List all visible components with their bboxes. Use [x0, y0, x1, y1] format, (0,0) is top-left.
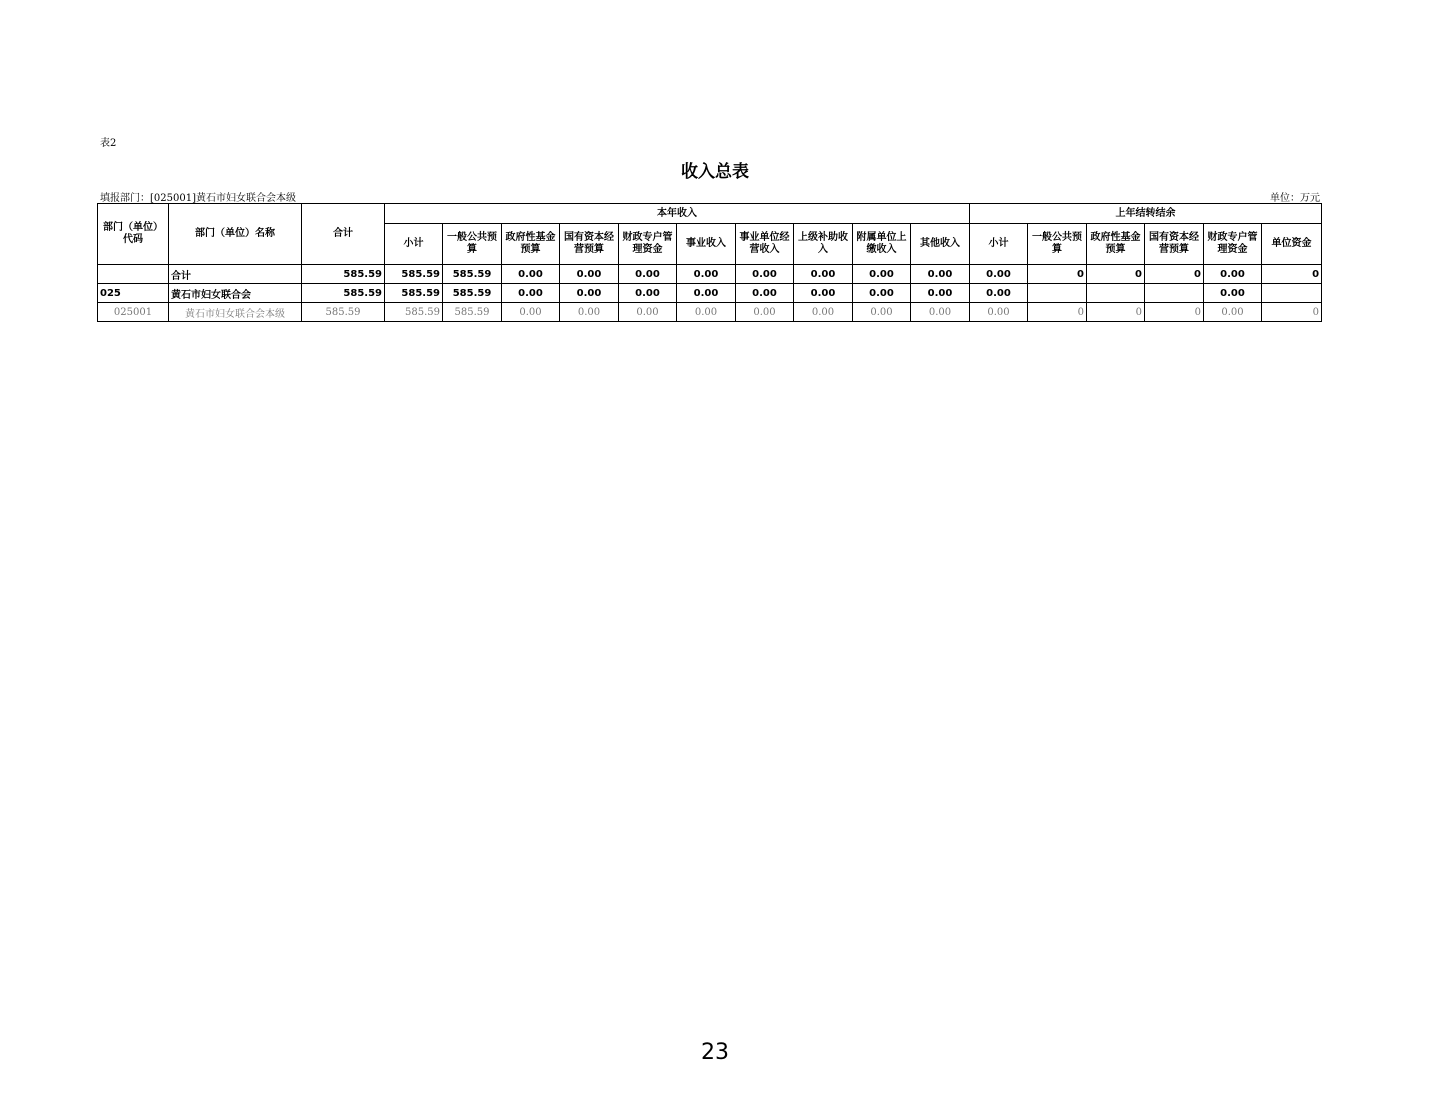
header-prior-gov-fund: 政府性基金预算: [1087, 224, 1145, 265]
header-code: 部门（单位）代码: [98, 204, 169, 265]
cell: 0.00: [502, 284, 560, 303]
cell: 0.00: [736, 303, 794, 322]
header-total: 合计: [302, 204, 385, 265]
cell: [1087, 284, 1145, 303]
header-current-special-account: 财政专户管理资金: [619, 224, 677, 265]
cell: 0.00: [619, 265, 677, 284]
row-total: 585.59: [302, 265, 385, 284]
cell: 0: [1087, 265, 1145, 284]
cell: 0: [1145, 303, 1204, 322]
row-total: 585.59: [302, 303, 385, 322]
cell: 0.00: [853, 284, 911, 303]
header-current-affiliate-remit: 附属单位上缴收入: [853, 224, 911, 265]
cell: 0: [1262, 265, 1322, 284]
cell: 0: [1262, 303, 1322, 322]
row-code: [98, 265, 169, 284]
cell: [1262, 284, 1322, 303]
cell: [1145, 284, 1204, 303]
cell: 0: [1028, 303, 1087, 322]
header-current-business-income: 事业收入: [677, 224, 736, 265]
header-current-superior-subsidy: 上级补助收入: [794, 224, 853, 265]
cell: 0.00: [1204, 265, 1262, 284]
cell: [1028, 284, 1087, 303]
cell: 585.59: [385, 265, 443, 284]
row-total: 585.59: [302, 284, 385, 303]
cell: 0.00: [970, 265, 1028, 284]
page-title: 收入总表: [681, 162, 749, 182]
header-current-subtotal: 小计: [385, 224, 443, 265]
cell: 0.00: [677, 303, 736, 322]
cell: 0.00: [560, 265, 619, 284]
cell: 0.00: [560, 284, 619, 303]
department-label: 填报部门：[025001]黄石市妇女联合会本级: [100, 193, 296, 204]
cell: 0.00: [794, 265, 853, 284]
cell: 0: [1087, 303, 1145, 322]
header-prior-general-budget: 一般公共预算: [1028, 224, 1087, 265]
row-name: 合计: [169, 265, 302, 284]
header-current-year-group: 本年收入: [385, 204, 970, 224]
row-name: 黄石市妇女联合会: [169, 284, 302, 303]
page-number: 23: [701, 1040, 729, 1065]
header-current-general-budget: 一般公共预算: [443, 224, 502, 265]
cell: 585.59: [443, 303, 502, 322]
cell: 585.59: [443, 265, 502, 284]
cell: 0.00: [911, 265, 970, 284]
header-prior-unit-funds: 单位资金: [1262, 224, 1322, 265]
table-number: 表2: [100, 138, 117, 149]
cell: 585.59: [385, 303, 443, 322]
cell: 0.00: [677, 284, 736, 303]
cell: 0.00: [619, 303, 677, 322]
cell: 0: [1028, 265, 1087, 284]
cell: 0.00: [794, 303, 853, 322]
table-row: [98, 303, 1322, 322]
header-prior-subtotal: 小计: [970, 224, 1028, 265]
cell: 0.00: [970, 303, 1028, 322]
header-name: 部门（单位）名称: [169, 204, 302, 265]
cell: 0.00: [560, 303, 619, 322]
header-current-business-operating: 事业单位经营收入: [736, 224, 794, 265]
unit-label: 单位：万元: [1270, 193, 1320, 204]
row-code: 025001: [98, 303, 169, 322]
cell: 0.00: [911, 284, 970, 303]
row-code: 025: [98, 284, 169, 303]
cell: 0.00: [502, 265, 560, 284]
income-summary-table: [97, 203, 1322, 322]
header-current-gov-fund: 政府性基金预算: [502, 224, 560, 265]
cell: 0.00: [1204, 303, 1262, 322]
header-current-state-capital: 国有资本经营预算: [560, 224, 619, 265]
cell: 0.00: [1204, 284, 1262, 303]
cell: 585.59: [385, 284, 443, 303]
cell: 0.00: [794, 284, 853, 303]
cell: 0.00: [970, 284, 1028, 303]
row-name: 黄石市妇女联合会本级: [169, 303, 302, 322]
cell: 0.00: [502, 303, 560, 322]
table-row: [98, 284, 1322, 303]
cell: 0.00: [736, 284, 794, 303]
cell: 585.59: [443, 284, 502, 303]
cell: 0: [1145, 265, 1204, 284]
cell: 0.00: [853, 265, 911, 284]
header-current-other: 其他收入: [911, 224, 970, 265]
cell: 0.00: [911, 303, 970, 322]
table-row: [98, 265, 1322, 284]
cell: 0.00: [736, 265, 794, 284]
cell: 0.00: [677, 265, 736, 284]
cell: 0.00: [853, 303, 911, 322]
cell: 0.00: [619, 284, 677, 303]
header-prior-year-group: 上年结转结余: [970, 204, 1322, 224]
header-prior-special-account: 财政专户管理资金: [1204, 224, 1262, 265]
header-prior-state-capital: 国有资本经营预算: [1145, 224, 1204, 265]
